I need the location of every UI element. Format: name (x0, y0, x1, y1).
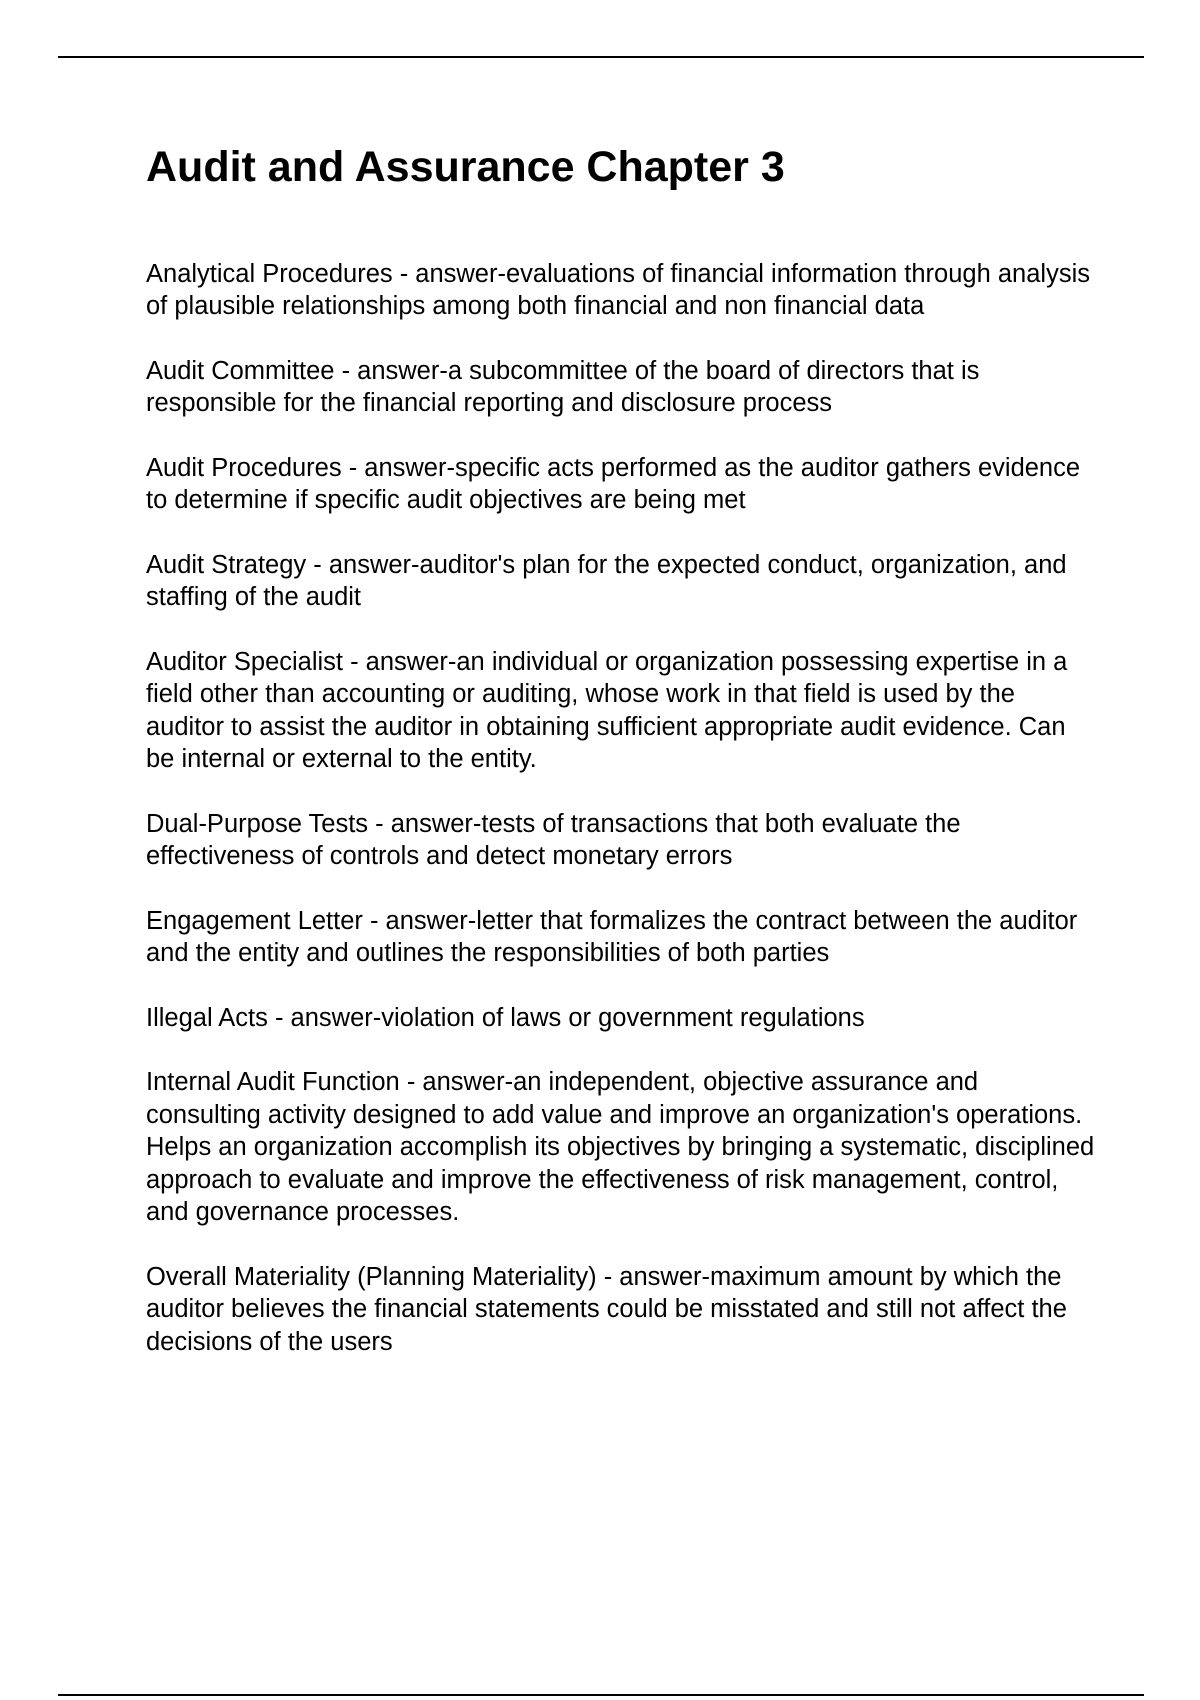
entry-dual-purpose-tests: Dual-Purpose Tests - answer-tests of transactions that both evaluate the effectiveness of controls and detect monetary errors (146, 809, 961, 871)
entry-audit-strategy: Audit Strategy - answer-auditor's plan for the expected conduct, organization, and staffing of the audit (146, 550, 1067, 612)
entry-overall-materiality: Overall Materiality (Planning Materiality) - answer-maximum amount by which the auditor believes the financial statements could be misstated and still not affect the decisions of the users (146, 1262, 1067, 1356)
entry-analytical-procedures: Analytical Procedures - answer-evaluations of financial information through analysis of plausible relationships among both financial and non financial data (146, 259, 1090, 321)
entry-auditor-specialist: Auditor Specialist - answer-an individual or organization possessing expertise in a field other than accounting or auditing, whose work in that field is used by the auditor to assist the auditor in obtaining sufficient appropriate audit evidence. Can be internal or external to the entity. (146, 647, 1068, 774)
document-title: Audit and Assurance Chapter 3 (146, 143, 785, 191)
entry-audit-procedures: Audit Procedures - answer-specific acts performed as the auditor gathers evidence to determine if specific audit objectives are being met (146, 453, 1081, 515)
entry-illegal-acts: Illegal Acts - answer-violation of laws or government regulations (146, 1003, 865, 1032)
entry-internal-audit-function: Internal Audit Function - answer-an independent, objective assurance and consulting activity designed to add value and improve an organization's operations. Helps an organization accomplish its objectives by bringing a systematic, disciplined approach to evaluate and improve the effectiveness of risk management, control, and governance processes. (146, 1068, 1095, 1227)
entry-engagement-letter: Engagement Letter - answer-letter that formalizes the contract between the auditor and the entity and outlines the responsibilities of both parties (146, 906, 1078, 968)
footer-divider (58, 1694, 1144, 1696)
entry-audit-committee: Audit Committee - answer-a subcommittee of the board of directors that is responsible for the financial reporting and disclosure process (146, 356, 980, 418)
header-divider (58, 56, 1144, 58)
document-body (146, 142, 1096, 1390)
